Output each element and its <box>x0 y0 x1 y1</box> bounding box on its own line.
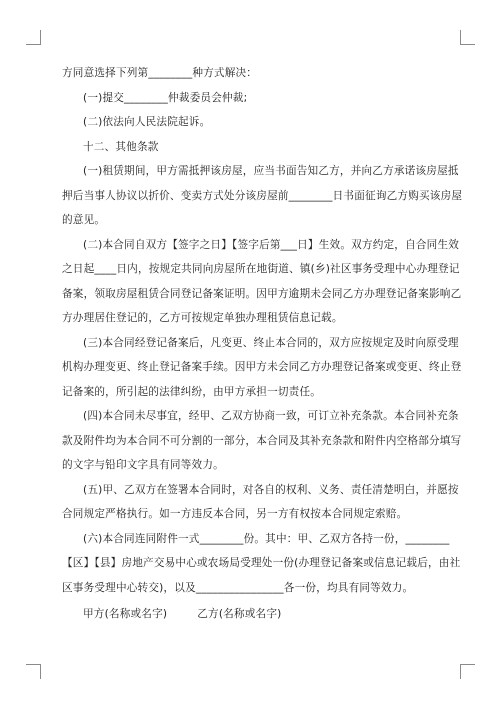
text-line: 【区】【县】房地产交易中心或农场局受理处一份(办理登记备案或信息记载后，由社 <box>62 557 461 569</box>
text-line: 方同意选择下列第________种方式解决： <box>62 67 258 79</box>
text-line: 区事务受理中心转交)，以及________________各一份，均具有同等效力。 <box>62 581 414 594</box>
text-line: 备案，领取房屋租赁合同登记备案证明。因甲方逾期未会同乙方办理登记备案影响乙 <box>62 287 462 300</box>
crop-mark-bottom-right <box>460 664 475 679</box>
text-line: 款及附件均为本合同不可分割的一部分，本合同及其补充条款和附件内空格部分填写 <box>62 434 462 447</box>
text-line: 的文字与铅印文字具有同等效力。 <box>62 459 224 471</box>
section-heading: 十二、其他条款 <box>83 140 159 153</box>
text-line: 机构办理变更、终止登记备案手续。因甲方未会同乙方办理登记备案或变更、终止登 <box>62 361 462 373</box>
text-line: 押后当事人协议以折价、变卖方式处分该房屋前________日书面征询乙方购买该房屋 <box>62 189 463 202</box>
crop-mark-bottom-left <box>26 664 41 679</box>
text-line: (二)依法向人民法院起诉。 <box>83 116 211 128</box>
document-body <box>62 62 463 628</box>
text-line: 的意见。 <box>62 214 106 226</box>
text-line: 合同规定严格执行。如一方违反本合同，另一方有权按本合同规定索赔。 <box>62 508 408 520</box>
crop-mark-top-right <box>460 30 475 45</box>
text-line: (一)租赁期间，甲方需抵押该房屋，应当书面告知乙方，并向乙方承诺该房屋抵 <box>83 165 459 177</box>
signature-line <box>62 603 440 626</box>
text-line: (二)本合同自双方【签字之日】【签字后第___日】生效。双方约定，自合同生效 <box>83 238 460 251</box>
text-line: (五)甲、乙双方在签署本合同时，对各自的权利、义务、责任清楚明白，并愿按 <box>83 483 459 496</box>
text-line: 记备案的，所引起的法律纠纷，由甲方承担一切责任。 <box>62 385 322 398</box>
party-b-label: 乙方(名称或名字) <box>197 608 282 620</box>
text-line: 之日起____日内，按规定共同向房屋所在地街道、镇(乡)社区事务受理中心办理登记 <box>62 263 460 275</box>
text-line: (三)本合同经登记备案后，凡变更、终止本合同的，双方应按规定及时向原受理 <box>83 336 459 349</box>
crop-mark-top-left <box>26 30 41 45</box>
text-line: (一)提交________仲裁委员会仲裁; <box>83 91 248 104</box>
text-line: 方办理居住登记的，乙方可按规定单独办理租赁信息记载。 <box>62 312 343 324</box>
party-a-label: 甲方(名称或名字) <box>83 608 168 620</box>
text-line: (四)本合同未尽事宜，经甲、乙双方协商一致，可订立补充条款。本合同补充条 <box>83 410 459 422</box>
text-line: (六)本合同连同附件一式________份。其中：甲、乙双方各持一份，________ <box>83 532 450 545</box>
